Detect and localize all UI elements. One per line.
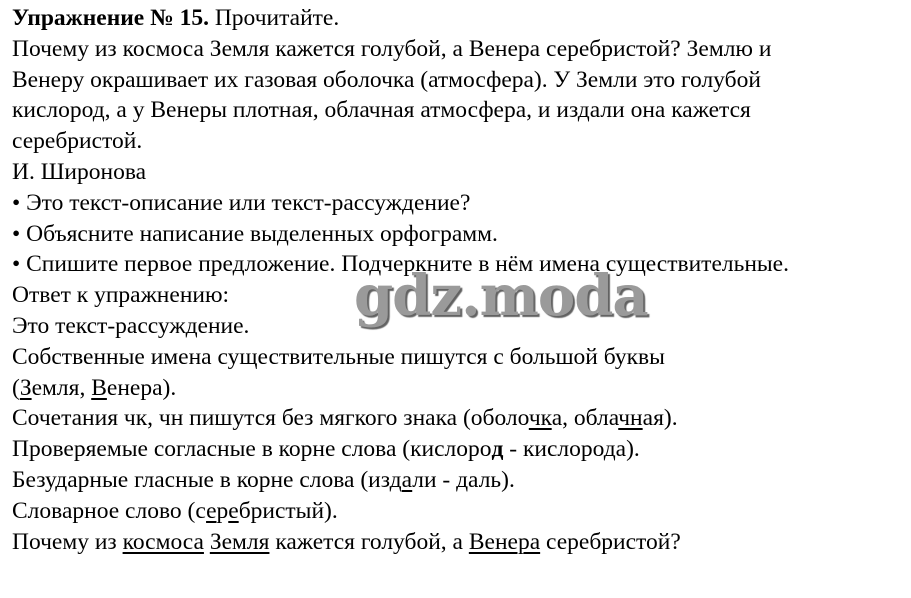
text-fragment: ли - даль). <box>412 466 515 493</box>
answer-dictionary-line <box>12 496 907 527</box>
answer-proper-names-examples <box>12 373 907 404</box>
exercise-title-line <box>12 3 907 34</box>
text-fragment: бристый). <box>238 497 338 524</box>
highlighted-letter: е <box>228 497 239 524</box>
answer-consonant-line <box>12 434 907 465</box>
highlighted-letter: е <box>206 497 217 524</box>
text-fragment: кажется голубой, а <box>269 528 469 555</box>
highlighted-letters: чк <box>528 405 552 432</box>
question-item: • Это текст-описание или текст-рассуждение? <box>12 189 471 216</box>
text-fragment: серебристой? <box>540 528 681 555</box>
text-fragment: Словарное слово (с <box>12 497 207 524</box>
text-fragment: р <box>216 497 229 524</box>
text-fragment: , <box>79 374 92 401</box>
text-fragment: емля <box>31 374 80 401</box>
watermark-logo: gdz.moda <box>354 263 648 329</box>
answer-chk-line <box>12 403 907 434</box>
exercise-title: Упражнение № 15. <box>12 5 209 31</box>
text-author: И. Широнова <box>12 158 147 185</box>
text-fragment: ая). <box>642 405 678 432</box>
highlighted-letter: З <box>19 374 32 401</box>
text-fragment: а, обла <box>551 405 619 432</box>
answer-final-sentence <box>12 527 907 558</box>
highlighted-letter: а <box>401 466 413 493</box>
exercise-page <box>12 3 907 557</box>
text-fragment: Почему из <box>12 528 123 555</box>
answer-vowel-line <box>12 465 907 496</box>
highlighted-letter: В <box>91 374 107 401</box>
exercise-instruction: Прочитайте. <box>214 5 340 31</box>
text-fragment: - кислорода). <box>503 436 640 463</box>
text-line: Венеру окрашивает их газовая оболочка (атмосфера). У Земли это голубой <box>12 66 761 93</box>
text-fragment: Безударные гласные в корне слова (изд <box>12 466 402 493</box>
text-fragment: Проверяемые согласные в корне слова (кислоро <box>12 436 492 463</box>
text-fragment: енера <box>106 374 163 401</box>
text-line: кислород, а у Венеры плотная, облачная атмосфера, и издали она кажется <box>12 97 751 124</box>
question-item: • Объясните написание выделенных орфограмм. <box>12 220 498 247</box>
question-item: • Спишите первое предложение. Подчеркните в нём имена существительные. <box>12 251 789 278</box>
underlined-noun: космоса <box>122 528 204 555</box>
answer-heading: Ответ к упражнению: <box>12 282 230 309</box>
answer-type-line: Это текст-рассуждение. <box>12 312 250 339</box>
text-fragment: ( <box>12 374 20 401</box>
text-line: серебристой. <box>12 128 143 155</box>
text-line: Почему из космоса Земля кажется голубой, а Венера серебристой? Землю и <box>12 35 772 62</box>
text-fragment: Сочетания чк, чн пишутся без мягкого знака (оболо <box>12 405 529 432</box>
highlighted-letter: д <box>491 436 504 463</box>
underlined-noun: Венера <box>468 528 541 555</box>
text-fragment: ). <box>162 374 177 401</box>
highlighted-letters: чн <box>618 405 643 432</box>
underlined-noun: Земля <box>209 528 270 555</box>
answer-proper-names-line: Собственные имена существительные пишутся с большой буквы <box>12 343 665 370</box>
